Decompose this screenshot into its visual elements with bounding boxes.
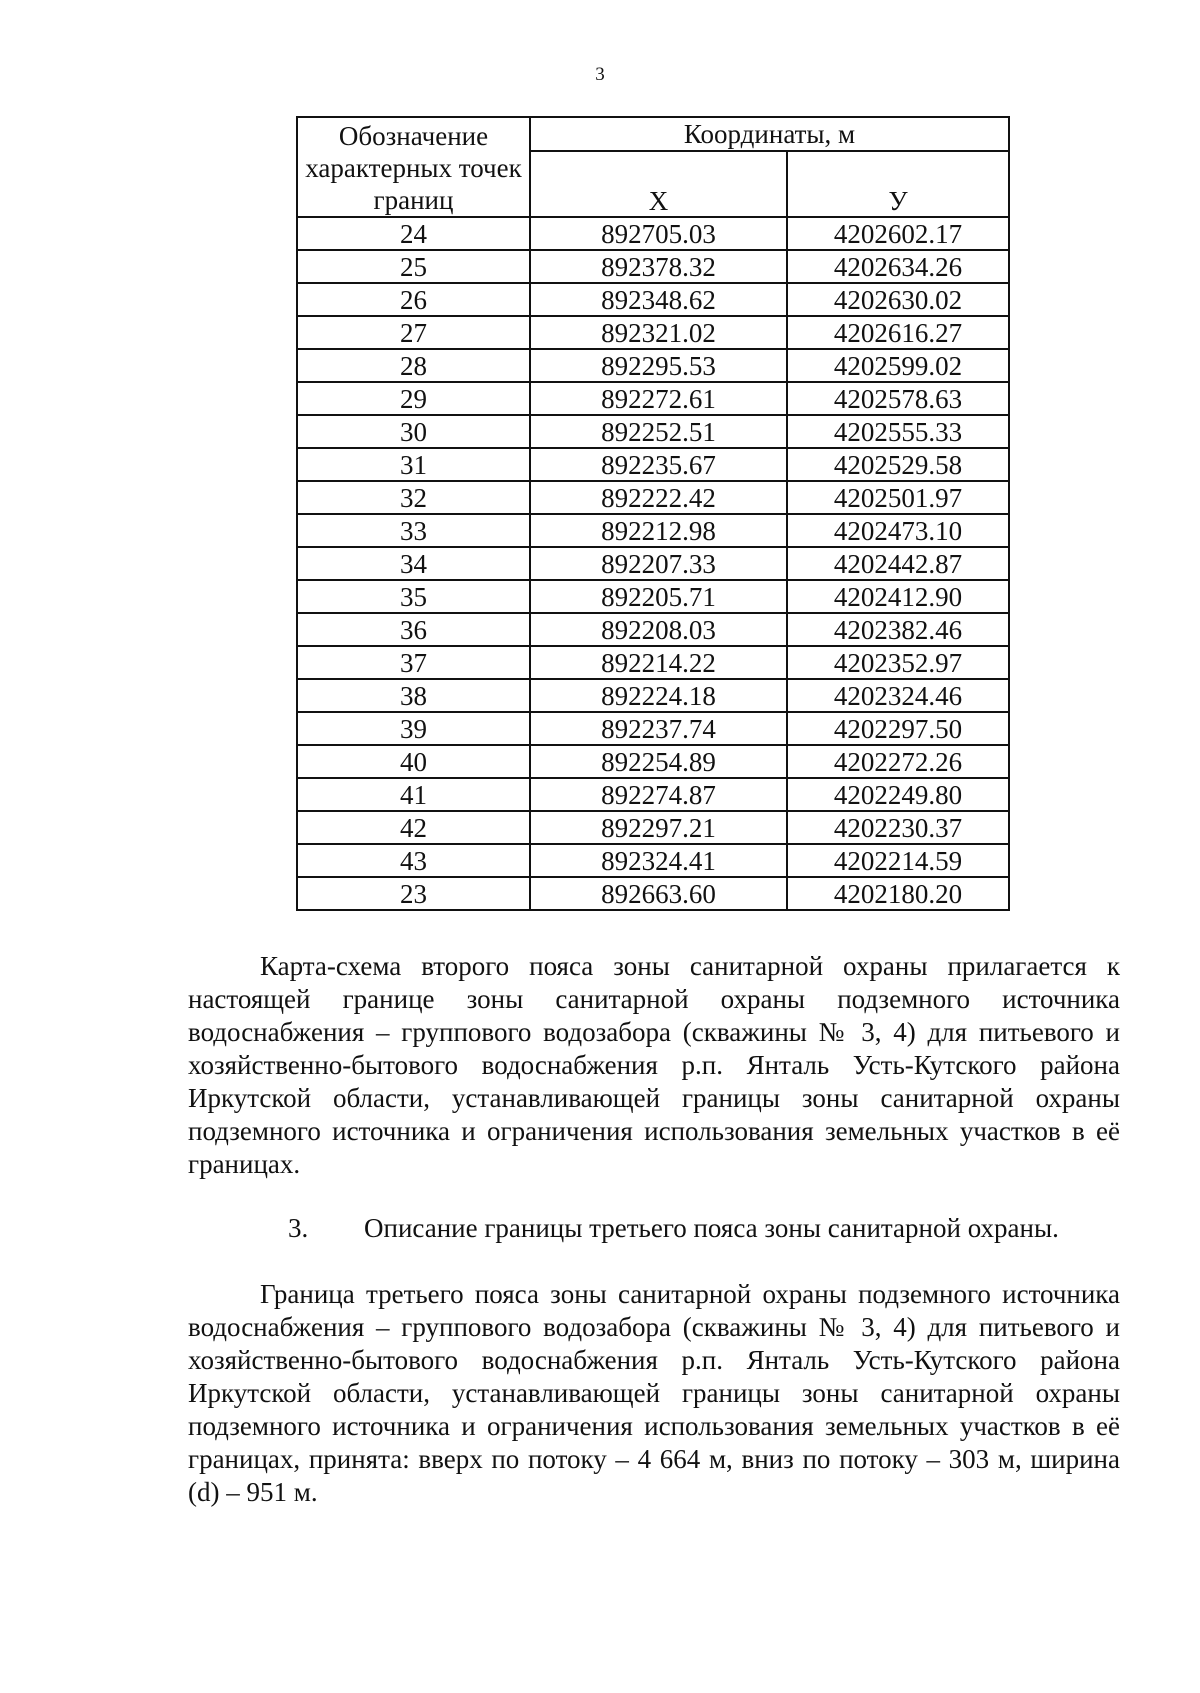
map-scheme-paragraph-text: Карта-схема второго пояса зоны санитарной охраны прилагается к настоящей границе зоны санитарной охраны подземного источника водоснабжения – группового водозабора (скважины № 3, 4) для питьевого и хозяйственно-бытового водоснабжения р.п. Янталь Усть-Кутского района Иркутской области, устанавливающей границы зоны санитарной охраны подземного источника и ограничения использования земельных участков в её границах. <box>188 951 1120 1179</box>
coordinates-table <box>296 116 1010 911</box>
x-cell: 892224.18 <box>530 679 787 712</box>
x-cell: 892705.03 <box>530 217 787 250</box>
coordinates-table-body <box>297 217 1009 910</box>
y-cell: 4202324.46 <box>787 679 1009 712</box>
x-cell: 892222.42 <box>530 481 787 514</box>
table-row <box>297 646 1009 679</box>
table-row <box>297 745 1009 778</box>
third-zone-boundary-paragraph-text: Граница третьего пояса зоны санитарной охраны подземного источника водоснабжения – группового водозабора (скважины № 3, 4) для питьевого и хозяйственно-бытового водоснабжения р.п. Янталь Усть-Кутского района Иркутской области, устанавливающей границы зоны санитарной охраны подземного источника и ограничения использования земельных участков в её границах, принята: вверх по потоку – 4 664 м, вниз по потоку – 303 м, ширина (d) – 951 м. <box>188 1279 1120 1507</box>
point-cell: 25 <box>297 250 530 283</box>
table-row <box>297 844 1009 877</box>
y-cell: 4202501.97 <box>787 481 1009 514</box>
y-cell: 4202230.37 <box>787 811 1009 844</box>
page-number: 3 <box>595 64 605 85</box>
table-row <box>297 382 1009 415</box>
y-cell: 4202272.26 <box>787 745 1009 778</box>
point-cell: 30 <box>297 415 530 448</box>
y-cell: 4202529.58 <box>787 448 1009 481</box>
x-cell: 892663.60 <box>530 877 787 910</box>
point-cell: 27 <box>297 316 530 349</box>
y-cell: 4202249.80 <box>787 778 1009 811</box>
x-cell: 892208.03 <box>530 613 787 646</box>
x-column-header: X <box>530 151 787 217</box>
y-column-header: У <box>787 151 1009 217</box>
x-cell: 892252.51 <box>530 415 787 448</box>
point-cell: 36 <box>297 613 530 646</box>
coordinates-column-header: Координаты, м <box>530 117 1009 151</box>
table-row <box>297 217 1009 250</box>
y-cell: 4202352.97 <box>787 646 1009 679</box>
section-3-number: 3. <box>288 1213 309 1243</box>
x-cell: 892274.87 <box>530 778 787 811</box>
table-row <box>297 580 1009 613</box>
y-cell: 4202382.46 <box>787 613 1009 646</box>
section-3-heading <box>288 1212 1059 1245</box>
point-cell: 42 <box>297 811 530 844</box>
table-row <box>297 613 1009 646</box>
section-3-title: Описание границы третьего пояса зоны санитарной охраны. <box>364 1213 1059 1243</box>
y-cell: 4202180.20 <box>787 877 1009 910</box>
x-cell: 892205.71 <box>530 580 787 613</box>
table-row <box>297 283 1009 316</box>
x-cell: 892297.21 <box>530 811 787 844</box>
table-row <box>297 250 1009 283</box>
point-cell: 39 <box>297 712 530 745</box>
point-cell: 28 <box>297 349 530 382</box>
point-cell: 35 <box>297 580 530 613</box>
table-row <box>297 448 1009 481</box>
point-cell: 37 <box>297 646 530 679</box>
table-row <box>297 877 1009 910</box>
table-row <box>297 316 1009 349</box>
third-zone-boundary-paragraph <box>188 1278 1120 1509</box>
x-cell: 892324.41 <box>530 844 787 877</box>
point-cell: 32 <box>297 481 530 514</box>
x-cell: 892214.22 <box>530 646 787 679</box>
point-cell: 34 <box>297 547 530 580</box>
point-cell: 24 <box>297 217 530 250</box>
point-cell: 29 <box>297 382 530 415</box>
y-cell: 4202214.59 <box>787 844 1009 877</box>
y-cell: 4202578.63 <box>787 382 1009 415</box>
point-cell: 31 <box>297 448 530 481</box>
x-cell: 892235.67 <box>530 448 787 481</box>
map-scheme-paragraph <box>188 950 1120 1181</box>
point-cell: 43 <box>297 844 530 877</box>
y-cell: 4202555.33 <box>787 415 1009 448</box>
y-cell: 4202630.02 <box>787 283 1009 316</box>
table-row <box>297 349 1009 382</box>
x-cell: 892212.98 <box>530 514 787 547</box>
table-row <box>297 778 1009 811</box>
table-row <box>297 415 1009 448</box>
table-row <box>297 547 1009 580</box>
y-cell: 4202297.50 <box>787 712 1009 745</box>
y-cell: 4202473.10 <box>787 514 1009 547</box>
x-cell: 892207.33 <box>530 547 787 580</box>
y-cell: 4202442.87 <box>787 547 1009 580</box>
y-cell: 4202634.26 <box>787 250 1009 283</box>
x-cell: 892378.32 <box>530 250 787 283</box>
point-cell: 33 <box>297 514 530 547</box>
table-row <box>297 712 1009 745</box>
point-cell: 40 <box>297 745 530 778</box>
table-row <box>297 811 1009 844</box>
point-cell: 23 <box>297 877 530 910</box>
designation-column-header: Обозначение характерных точек границ <box>297 117 530 217</box>
x-cell: 892237.74 <box>530 712 787 745</box>
x-cell: 892254.89 <box>530 745 787 778</box>
y-cell: 4202602.17 <box>787 217 1009 250</box>
table-row <box>297 514 1009 547</box>
point-cell: 41 <box>297 778 530 811</box>
table-row <box>297 679 1009 712</box>
x-cell: 892321.02 <box>530 316 787 349</box>
y-cell: 4202412.90 <box>787 580 1009 613</box>
point-cell: 26 <box>297 283 530 316</box>
y-cell: 4202616.27 <box>787 316 1009 349</box>
y-cell: 4202599.02 <box>787 349 1009 382</box>
x-cell: 892272.61 <box>530 382 787 415</box>
table-row <box>297 481 1009 514</box>
point-cell: 38 <box>297 679 530 712</box>
x-cell: 892348.62 <box>530 283 787 316</box>
x-cell: 892295.53 <box>530 349 787 382</box>
